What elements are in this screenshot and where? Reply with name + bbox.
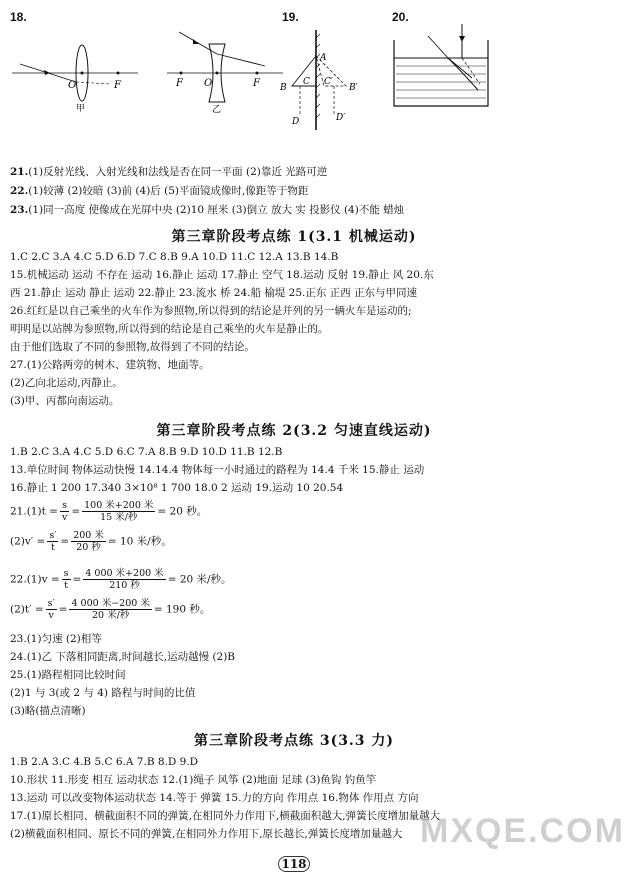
sec2-line: 13.单位时间 物体运动快慢 14.14.4 物体每一小时通过的路程为 14.4 千米 15.静止 运动 [10,464,425,476]
answer-line-21: 21.(1)反射光线、入射光线和法线是否在同一平面 (2)靠近 光路可逆 [10,166,328,178]
fig18-o-label: O [68,80,77,91]
sec1-line: 由于他们选取了不同的参照物,故得到了不同的结论。 [10,341,255,353]
fig19-d-label: D [292,117,300,127]
sec1-line: 26.红红是以自己乘坐的火车作为参照物,所以得到的结论是并列的另一辆火车是运动的; [10,305,412,317]
equation-22-2: (2)t′ = $\frac{s'}{v}$ = $\frac{\text{4 000 米−200 米}}{\text{20 米/秒}}$ = 190 秒。 [10,598,211,621]
section-title-3-1: 第三章阶段考点练 1(3.1 机械运动) [171,229,417,245]
fig19-dp-label: D′ [336,113,346,123]
fig19-c-label: C [303,77,310,87]
sec2-line: 1.B 2.C 3.A 4.C 5.D 6.C 7.A 8.B 9.D 10.D 11.B 12.B [10,446,283,458]
sec1-line: 27.(1)公路两旁的树木、建筑物、地面等。 [10,359,210,371]
fig18b-f2-label: F [253,78,260,89]
sec2-line: (3)略(描点清晰) [10,705,86,717]
figure-19-plane-mirror [276,28,376,132]
watermark-logo: MXQE.COM [420,812,625,850]
equation-21-1: 21.(1)t = $\frac{s}{v}$ = $\frac{\text{100 米+200 米}}{\text{15 米/秒}}$ = 20 秒。 [10,500,208,523]
sec3-line: 1.B 2.A 3.C 4.B 5.C 6.A 7.B 8.D 9.D [10,756,199,768]
fig18-f-label: F [114,80,121,91]
equation-22-1: 22.(1)v = $\frac{s}{t}$ = $\frac{\text{4 000 米+200 米}}{\text{210 秒}}$ = 20 米/秒。 [10,568,232,591]
figure-20-water-tank [388,20,498,112]
sec2-line: 25.(1)路程相同比较时间 [10,669,126,681]
sec3-line: 10.形状 11.形变 相互 运动状态 12.(1)绳子 风筝 (2)地面 足球 (3)鱼钩 钓鱼竿 [10,774,377,786]
fig18b-o-label: O [204,78,213,89]
fig19-bp-label: B′ [349,83,358,93]
sec2-line: (2)1 与 3(或 2 与 4) 路程与时间的比值 [10,687,196,699]
sec3-line: 17.(1)原长相同、横截面积不同的弹簧,在相同外力作用下,横截面积越大,弹簧长度增加量越大 [10,810,441,822]
fig18-caption-a: 甲 [76,104,86,114]
figure-18-concave-lens [165,26,285,115]
figure-18-number: 18. [10,10,27,24]
fig19-cp-label: C′ [324,77,333,87]
sec1-line: (3)甲、丙都向南运动。 [10,395,120,407]
page-number: 118 [278,856,310,872]
sec1-line: (2)乙向北运动,丙静止。 [10,377,123,389]
figure-19-number: 19. [282,10,299,24]
answer-line-23: 23.(1)同一高度 使像成在光屏中央 (2)10 厘米 (3)倒立 放大 实 投影仪 (4)不能 蜡烛 [10,204,405,216]
sec2-line: 23.(1)匀速 (2)相等 [10,633,102,645]
sec2-line: 16.静止 1 200 17.340 3×10⁸ 1 700 18.0 2 运动 19.运动 10 20.54 [10,482,344,494]
sec3-line: (2)横截面积相同、原长不同的弹簧,在相同外力作用下,原长越长,弹簧长度增加量越大 [10,828,403,840]
fig18-caption-b: 乙 [212,105,222,115]
sec1-line: 明明是以站牌为参照物,所以得到的结论是自己乘坐的火车是静止的。 [10,323,329,335]
fig18b-f1-label: F [176,78,183,89]
section-title-3-3: 第三章阶段考点练 3(3.3 力) [193,733,395,749]
figure-20-number: 20. [392,10,409,24]
section-title-3-2: 第三章阶段考点练 2(3.2 匀速直线运动) [156,423,432,439]
sec3-line: 13.运动 可以改变物体运动状态 14.等于 弹簧 15.力的方向 作用点 16.物体 作用点 方向 [10,792,419,804]
fig19-b-label: B [280,83,287,93]
sec1-line: 15.机械运动 运动 不存在 运动 16.静止 运动 17.静止 空气 18.运动 反射 19.静止 风 20.东 [10,269,434,281]
answer-line-22: 22.(1)较薄 (2)较暗 (3)前 (4)后 (5)平面镜成像时,像距等于物距 [10,185,309,197]
equation-21-2: (2)v′ = $\frac{s'}{t}$ = $\frac{\text{200 米}}{\text{20 秒}}$ = 10 米/秒。 [10,530,172,553]
figure-18-convex-lens [10,28,140,112]
sec1-line: 西 21.静止 运动 静止 运动 22.静止 23.流水 桥 24.船 榆堤 25.正东 正西 正东与甲同速 [10,287,418,299]
sec2-line: 24.(1)乙 下落相同距离,时间越长,运动越慢 (2)B [10,651,236,663]
fig19-a-label: A [320,53,327,63]
sec1-line: 1.C 2.C 3.A 4.C 5.D 6.D 7.C 8.B 9.A 10.D 11.C 12.A 13.B 14.B [10,251,339,263]
